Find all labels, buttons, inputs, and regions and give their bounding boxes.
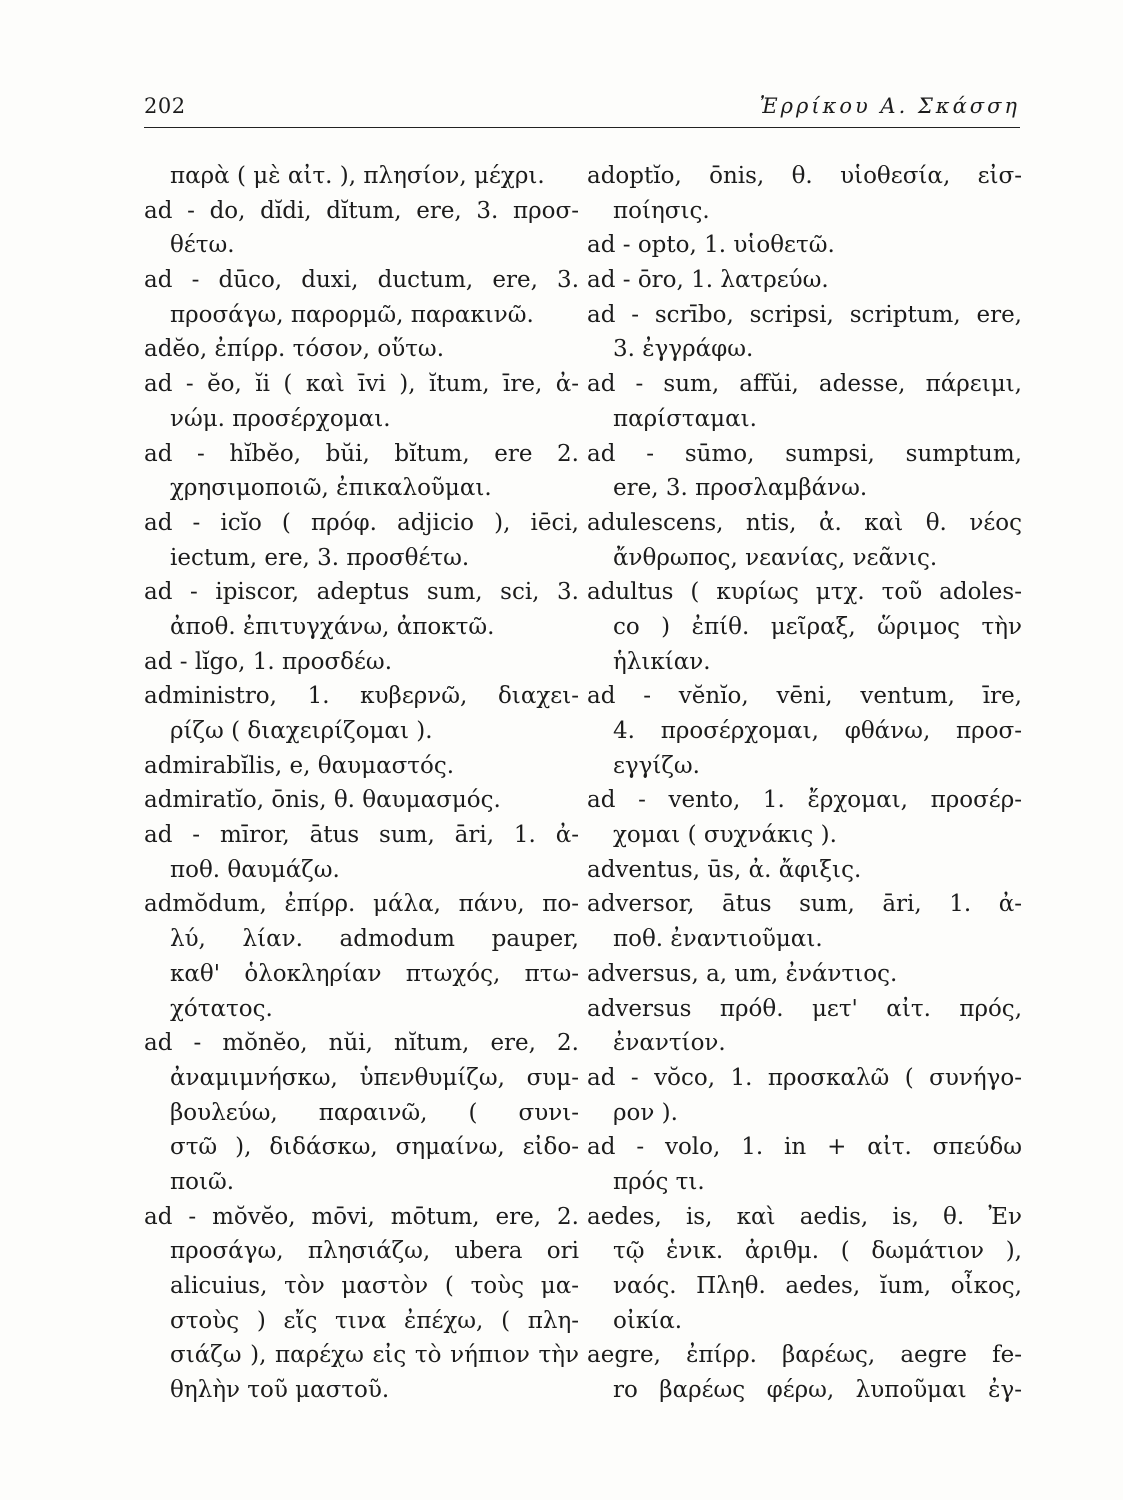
entry-line: co ) ἐπίθ. μεῖραξ, ὥριμος τὴν (613, 613, 1022, 640)
entry-line: ad - ōro, 1. λατρεύω. (587, 267, 829, 294)
entry-line: administro, 1. κυβερνῶ, διαχει- (144, 683, 579, 710)
entry-line: βουλεύω, παραινῶ, ( συνι- (170, 1099, 579, 1126)
entry-line: λύ, λίαν. admodum pauper, (170, 926, 579, 953)
right-column (587, 159, 1022, 1408)
entry-line: εγγίζω. (613, 752, 700, 779)
entry-line: adoptĭo, ōnis, θ. υἱοθεσία, εἰσ- (587, 163, 1022, 189)
entry-line: ad - mīror, ātus sum, āri, 1. ἀ- (144, 822, 579, 849)
entry-line: οἰκία. (613, 1307, 683, 1334)
entry-line: admŏdum, ἐπίρρ. μάλα, πάνυ, πο- (144, 891, 579, 918)
entry-line: ro βαρέως φέρω, λυποῦμαι ἐγ- (613, 1377, 1022, 1404)
entry-line: ad - opto, 1. υἱοθετῶ. (587, 232, 835, 259)
entry-line: alicuius, τὸν μαστὸν ( τοὺς μα- (170, 1273, 579, 1299)
entry-line: ad - lĭgo, 1. προσδέω. (144, 648, 393, 675)
header-rule (144, 127, 1020, 128)
entry-line: ad - dūco, duxi, ductum, ere, 3. (144, 267, 579, 294)
entry-line: σιάζω ), παρέχω εἰς τὸ νήπιον τὴν (170, 1342, 579, 1369)
entry-line: ad - sūmo, sumpsi, sumptum, (587, 440, 1022, 467)
entry-line: ἡλικίαν. (613, 648, 711, 675)
entry-line: ad - scrībo, scripsi, scriptum, ere, (587, 301, 1022, 328)
entry-line: ad - icĭo ( πρόφ. adjicio ), iēci, (144, 509, 579, 536)
entry-line: ρον ). (613, 1099, 678, 1126)
entry-line: 4. προσέρχομαι, φθάνω, προσ- (613, 718, 1022, 744)
entry-line: ποθ. ἐναντιοῦμαι. (613, 926, 823, 953)
entry-line: προσάγω, πλησιάζω, ubera ori (170, 1238, 579, 1265)
page-header (144, 94, 1020, 126)
entry-line: ναός. Πληθ. aedes, ĭum, οἶκος, (613, 1273, 1022, 1299)
entry-line: χότατος. (170, 995, 273, 1022)
entry-line: στῶ ), διδάσκω, σημαίνω, εἰδο- (170, 1134, 579, 1161)
entry-line: adultus ( κυρίως μτχ. τοῦ adoles- (587, 579, 1022, 606)
entry-line: ad - vĕnĭo, vēni, ventum, īre, (587, 683, 1022, 710)
entry-line: ἄνθρωπος, νεανίας, νεᾶνις. (613, 544, 938, 571)
entry-line: adversus, a, um, ἐνάντιος. (587, 960, 898, 987)
entry-line: θηλὴν τοῦ μαστοῦ. (170, 1377, 390, 1404)
entry-line: χρησιμοποιῶ, ἐπικαλοῦμαι. (170, 475, 492, 502)
entry-line: ad - volo, 1. in + αἰτ. σπεύδω (587, 1134, 1022, 1161)
entry-line: τῷ ἑνικ. ἀριθμ. ( δωμάτιον ), (613, 1238, 1022, 1265)
entry-line: adulescens, ntis, ἀ. καὶ θ. νέος (587, 509, 1022, 536)
entry-line: ad - mŏnĕo, nŭi, nĭtum, ere, 2. (144, 1030, 579, 1057)
entry-line: aegre, ἐπίρρ. βαρέως, aegre fe- (587, 1342, 1022, 1369)
running-title: Ἐρρίκου Α. Σκάσση (759, 94, 1020, 118)
entry-line: ἐναντίον. (613, 1030, 726, 1057)
entry-line: ad - ipiscor, adeptus sum, sci, 3. (144, 579, 579, 606)
entry-line: ad - sum, affŭi, adesse, πάρειμι, (587, 371, 1022, 398)
entry-line: 3. ἐγγράφω. (613, 336, 754, 363)
entry-line: aedes, is, καὶ aedis, is, θ. Ἐν (587, 1203, 1022, 1230)
entry-line: adversor, ātus sum, āri, 1. ἀ- (587, 891, 1022, 918)
entry-line: καθ' ὁλοκληρίαν πτωχός, πτω- (170, 960, 579, 987)
entry-line: ἀποθ. ἐπιτυγχάνω, ἀποκτῶ. (170, 613, 495, 640)
entry-line: παρίσταμαι. (613, 405, 757, 432)
entry-line: admiratĭo, ōnis, θ. θαυμασμός. (144, 787, 501, 814)
entry-line: ποθ. θαυμάζω. (170, 856, 340, 883)
entry-line: ἀναμιμνήσκω, ὑπενθυμίζω, συμ- (170, 1064, 579, 1091)
entry-line: στοὺς ) εἴς τινα ἐπέχω, ( πλη- (170, 1307, 579, 1334)
entry-line: ποιῶ. (170, 1168, 235, 1195)
entry-line: ad - mŏvĕo, mōvi, mōtum, ere, 2. (144, 1203, 579, 1230)
entry-line: ρίζω ( διαχειρίζομαι ). (170, 718, 433, 744)
entry-line: ere, 3. προσλαμβάνω. (613, 475, 868, 502)
entry-line: ad - do, dĭdi, dĭtum, ere, 3. προσ- (144, 197, 579, 224)
entry-line: θέτω. (170, 232, 235, 259)
entry-line: iectum, ere, 3. προσθέτω. (170, 544, 470, 571)
entry-line: νώμ. προσέρχομαι. (170, 405, 391, 432)
entry-line: ad - ĕo, ĭi ( καὶ īvi ), ĭtum, īre, ἀ- (144, 371, 579, 398)
entry-line: προσάγω, παρορμῶ, παρακινῶ. (170, 301, 534, 328)
entry-line: ποίησις. (613, 197, 710, 224)
entry-line: ad - hĭbĕo, bŭi, bĭtum, ere 2. (144, 440, 579, 467)
entry-line: πρός τι. (613, 1168, 705, 1195)
entry-line: χομαι ( συχνάκις ). (613, 822, 837, 849)
entry-line: admirabĭlis, e, θαυμαστός. (144, 752, 455, 779)
entry-line: ad - vento, 1. ἔρχομαι, προσέρ- (587, 787, 1022, 814)
entry-line: παρὰ ( μὲ αἰτ. ), πλησίον, μέχρι. (170, 163, 545, 189)
entry-line: ad - vŏco, 1. προσκαλῶ ( συνήγο- (587, 1064, 1022, 1091)
entry-line: adversus πρόθ. μετ' αἰτ. πρός, (587, 995, 1022, 1022)
page-number: 202 (144, 94, 186, 118)
entry-line: adventus, ūs, ἀ. ἄφιξις. (587, 856, 862, 883)
left-column (144, 159, 579, 1408)
entry-line: adĕo, ἐπίρρ. τόσον, οὕτω. (144, 336, 444, 363)
